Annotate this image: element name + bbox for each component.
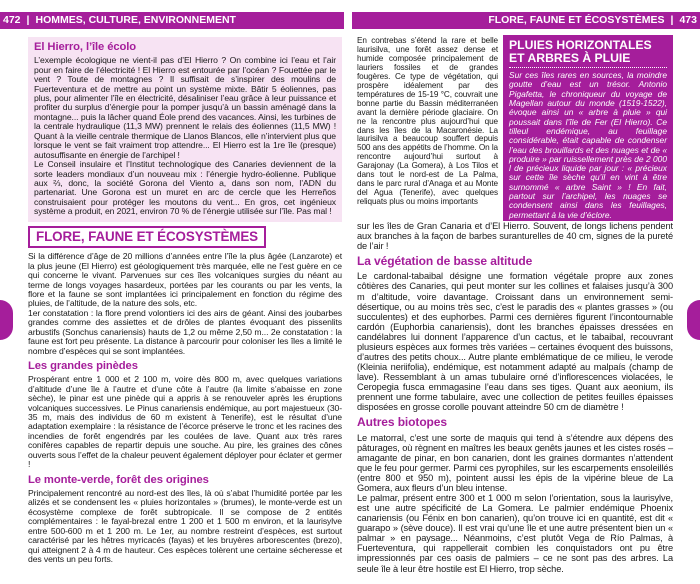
header-separator: | <box>670 14 674 26</box>
flore-section-title: FLORE, FAUNE ET ÉCOSYSTÈMES <box>28 226 266 249</box>
pinedes-title: Les grandes pinèdes <box>28 360 138 373</box>
el-hierro-box <box>28 37 342 222</box>
left-column <box>28 34 342 564</box>
pinedes-paragraph: Prospérant entre 1 000 et 2 100 m, voire dès 800 m, avec quelques variations d’altitude d’une île à l’autre et d’une côte à l’autre (la limite s’abaisse en zone sèche), le pinar est une pinède qui a appris à se renouveler après les éruptions volcaniques successives. Le Pinus canariensis endémique, au port majestueux (30-35 m, mais des individus de 60 m existent à Tenerife), est le résultat d’une adaptation exemplaire : la résistance de l’écorce préserve le tronc et les racines des incendies de forêt engendrés par les coulées de lave. Quant aux très rares conifères capables de repartir depuis une souche. Au pire, les graines des cônes ouverts sous l’effet de la chaleur peuvent également déployer pour éclater et germer ! <box>28 374 342 470</box>
flore-paragraph-2: 1er constatation : la flore prend volontiers ici des airs de géant. Ainsi des joubarbes grandes comme des assiettes et de drôles de plantes évoquant des pissenlits arbustifs (Sonchus canariensis) hauts de 1,2 ou même 2,50 m... 2e constatation : la faune est fort peu présente. La distance à parcourir pour coloniser les îles a limité le nombre d’espèces qui se sont implantées. <box>28 307 342 356</box>
pluies-horizontales-box <box>503 35 673 221</box>
header-separator: | <box>26 14 30 26</box>
biotopes-paragraph-2: Le palmar, présent entre 300 et 1 000 m selon l’orientation, sous la laurisylve, est une autre spécificité de La Gomera. Le palmier endémique Phoenix canariensis (ou Fénix en bon canarien), qu’on trouve ici en quantité, est dit « guarapo » (sève douce). Il est vrai qu’une île et une autre présentent bien un « palmar » en paysage... Néanmoins, c’est plutôt Vega de Río Palmas, à Fuerteventura, qui rappellerait combien les conquistadors ont pu être impressionnés par ces oasis de palmiers – ce ne sont pas des arbres. La seule île à leur être hostile est El Hierro, trop sèche. <box>357 493 673 574</box>
el-hierro-paragraph-2: Le Conseil insulaire et l’Institut technologique des Canaries deviennent de la sorte leaders mondiaux d’un nouveau mix : l’énergie hydro-éolienne. Publique aux ⅔, donc, la société Gorona del Viento a, dans son nom, l’ADN du partenariat. Une Gorona est un muret en arc de cercle que les Herreños construisaient pour protéger les moutons du vent... En gros, cet ingénieux système a produit, en 2021, environ 70 % de l’énergie utilisée sur l’île. Pas mal ! <box>34 159 336 217</box>
left-thumb-tab <box>0 300 13 340</box>
sidebox-body: Sur ces îles rares en sources, la moindre goutte d’eau est un trésor. Antonio Pigafetta, le chroniqueur du voyage de Magellan autour du monde (1519-1522), évoque ainsi un « arbre à pluie » qui poussait dans l’île de Fer (El Hierro). Ce tilleul endémique, au feuillage considérable, était capable de condenser l’eau des brouillards et des nuages et de « produire » par ruissellement près de 2 000 l de précieux liquide par jour : « précieux sur cette île sèche qu’il en vint à être surnommé « arbre Saint » ! En fait, partout sur l’archipel, les nuages se condensent ainsi dans les feuillages, permettant à la vie d’éclore. <box>509 70 667 220</box>
right-section-title: FLORE, FAUNE ET ÉCOSYSTÈMES <box>488 14 665 26</box>
right-column-narrow <box>357 37 498 207</box>
sidebox-title: PLUIES HORIZONTALES ET ARBRES À PLUIE <box>509 39 667 68</box>
biotopes-paragraph-1: Le matorral, c’est une sorte de maquis qui tend à s’étendre aux dépens des pâturages, où règnent en maîtres les beaux genêts jaunes et les cistes rosés – amagante de pinar, en bon canarien, dont les graines dormantes n’attendent que le feu pour germer. Parmi ces pyrophiles, sur les escarpements ensoleillés (entre 800 et 950 m), pointent aussi les épis de la vipérine bleue de La Gomera, aux fleurs d’un bleu intense. <box>357 432 673 493</box>
vegetation-paragraph: Le cardonal-tabaibal désigne une formation végétale propre aux zones côtières des Canaries, qui peut monter sur les collines et falaises jusqu’à 300 m d’altitude, voire davantage. Croissant dans un environnement semi-désertique, ou au moins très sec, c’est le paradis des « plantes grasses » (ou succulentes) et des euphorbes. Parmi ces dernières figurent l’incontournable cardón (Euphorbia canariensis), dont les branches épaisses dressées en candélabres lui donnent l’apparence d’un cactus, et le tabaibal, recouvrant plusieurs espèces aux formes très variées – certaines évoquent des buissons, d’autres des petits choux... Autre plante emblématique de ce milieu, le verode (Kleinia neriifolia), endémique, est notamment adapté au malpaís (champ de lave). Ressemblant à un amas tubulaire orné d’inflorescences violacées, le Ceropegia fusca emmagasine l’eau dans ses tiges. Quant aux aeonium, ils prennent une forme tabulaire, avec une collection de petites feuilles épaisses disposées en grosse corolle pouvant atteindre 50 cm de diamètre ! <box>357 271 673 413</box>
biotopes-title: Autres biotopes <box>357 415 447 430</box>
right-page-header <box>352 12 700 29</box>
right-thumb-tab <box>687 300 700 340</box>
vegetation-title: La végétation de basse altitude <box>357 254 533 269</box>
el-hierro-title: El Hierro, l’île écolo <box>34 41 137 53</box>
monteverde-title: Le monte-verde, forêt des origines <box>28 473 209 486</box>
right-page-number: 473 <box>679 14 697 26</box>
left-page-number: 472 <box>3 14 21 26</box>
right-column-wide <box>357 221 673 574</box>
flore-paragraph-1: Si la différence d’âge de 20 millions d’années entre l’île la plus âgée (Lanzarote) et la plus jeune (El Hierro) est géologiquement très marquée, elle ne l’est guère en ce qui concerne le vivant. Parvenues sur ces îles volcaniques surgies du néant au terme de longs voyages hasardeux, portées par les courants ou par les vents, la flore et la faune se sont implantées ici principalement en fonction du régime des pluies, de l’altitude, de la nature des sols, etc. <box>28 251 342 309</box>
left-section-title: HOMMES, CULTURE, ENVIRONNEMENT <box>35 14 236 26</box>
el-hierro-paragraph-1: L’exemple écologique ne vient-il pas d’El Hierro ? On combine ici l’eau et l’air pour en faire de l’électricité ! El Hierro est entourée par l’océan ? Fouettée par le vent ? Toute de montagnes ? Il suffisait de s’inspirer des moulins de Fuerteventura et de mettre au point un système mixte. Bâtir 5 éoliennes, pas plus, pour alimenter l’île en électricité, désaliniser l’eau grâce à leur puissance et profiter du surplus d’énergie pour la pomper jusqu’à un bassin aménagé dans la montagne... puis la lâcher quand Éole prend des vacances. Ainsi, les turbines de la centrale hydraulique (11,3 MW) prennent le relais des éoliennes (11,5 MW) ! Quant à la vieille centrale thermique de Llanos Blancos, elle n’intervient plus que lorsque le vent se fait vraiment trop attendre... El Hierro est la 1re île (presque) autosuffisante en énergie de l’archipel ! <box>34 55 336 160</box>
left-page-header <box>0 12 344 29</box>
laurisilva-paragraph: En contrebas s’étend la rare et belle laurisilva, une forêt assez dense et humide composée principalement de lauriers fossiles et de grandes fougères. Ce type de végétation, qui prospère idéalement par des températures de 15-19 °C, couvrait une bonne partie du Bassin méditerranéen avant la dernière période glaciaire. On ne la rencontre plus aujourd’hui que dans les îles de la Macaronésie. La laurisilva a beaucoup souffert depuis 500 ans des appétits de l’homme. On la rencontre aujourd’hui surtout à Garajonay (La Gomera), à Los Tilos et dans tout le nord-est de La Palma, dans le parc rural d’Anaga et au Monte del Agua (Tenerife), avec quelques reliquats plus ou moins importants <box>357 36 498 207</box>
monteverde-paragraph: Principalement rencontré au nord-est des îles, là où s’abat l’humidité portée par les alizés et se condensent les « pluies horizontales » (brumes), le monte-verde est un écosystème complexe de forêt subtropicale. Il se compose de 2 entités complémentaires : le fayal-brezal entre 1 200 et 1 500 m environ, et la laurisylve entre 500-600 m et 1 200 m. Le 1er, au nombre restreint d’espèces, est surtout caractérisé par les hêtres myricacés (fayas) et les bruyères arborescentes (brezo), qui atteignent 2 à 4 m de hauteur. Ces espèces tolèrent une certaine sécheresse et des vents un peu forts. <box>28 487 342 564</box>
laurisilva-continuation: sur les îles de Gran Canaria et d’El Hierro. Souvent, de longs lichens pendent aux branches à la façon de barbes suranturelles de 40 cm, signes de la pureté de l’air ! <box>357 221 673 252</box>
